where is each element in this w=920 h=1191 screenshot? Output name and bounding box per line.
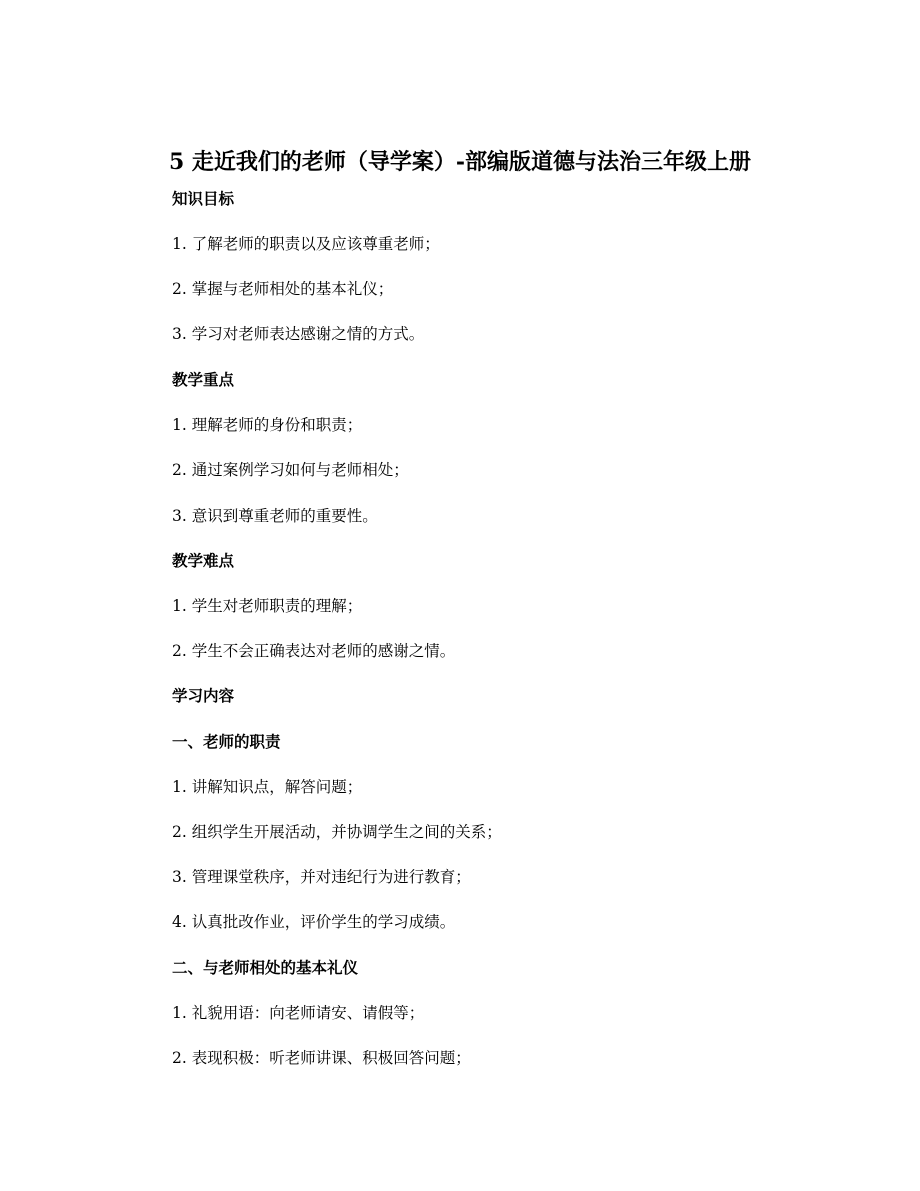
etiquette-item: 2. 表现积极：听老师讲课、积极回答问题； (172, 1049, 471, 1067)
knowledge-goal-item: 2. 掌握与老师相处的基本礼仪； (172, 280, 394, 298)
teacher-duty-item: 1. 讲解知识点，解答问题； (172, 778, 363, 796)
section-heading-learning-content: 学习内容 (172, 686, 235, 705)
key-point-item: 3. 意识到尊重老师的重要性。 (172, 507, 378, 525)
teacher-duty-item: 2. 组织学生开展活动，并协调学生之间的关系； (172, 823, 502, 841)
knowledge-goal-item: 3. 学习对老师表达感谢之情的方式。 (172, 325, 425, 343)
teacher-duty-item: 3. 管理课堂秩序，并对违纪行为进行教育； (172, 868, 471, 886)
teacher-duty-item: 4. 认真批改作业，评价学生的学习成绩。 (172, 913, 456, 931)
knowledge-goal-item: 1. 了解老师的职责以及应该尊重老师； (172, 235, 440, 253)
difficulty-item: 2. 学生不会正确表达对老师的感谢之情。 (172, 642, 456, 660)
difficulty-item: 1. 学生对老师职责的理解； (172, 597, 363, 615)
subsection-heading-teacher-duties: 一、老师的职责 (172, 732, 281, 751)
key-point-item: 2. 通过案例学习如何与老师相处； (172, 461, 409, 479)
section-heading-key-points: 教学重点 (172, 370, 235, 389)
document-title: 5 走近我们的老师（导学案）-部编版道德与法治三年级上册 (168, 149, 752, 175)
etiquette-item: 1. 礼貌用语：向老师请安、请假等； (172, 1004, 425, 1022)
section-heading-difficulties: 教学难点 (172, 551, 235, 570)
subsection-heading-etiquette: 二、与老师相处的基本礼仪 (172, 958, 359, 977)
section-heading-knowledge-goals: 知识目标 (172, 189, 235, 208)
key-point-item: 1. 理解老师的身份和职责； (172, 416, 363, 434)
